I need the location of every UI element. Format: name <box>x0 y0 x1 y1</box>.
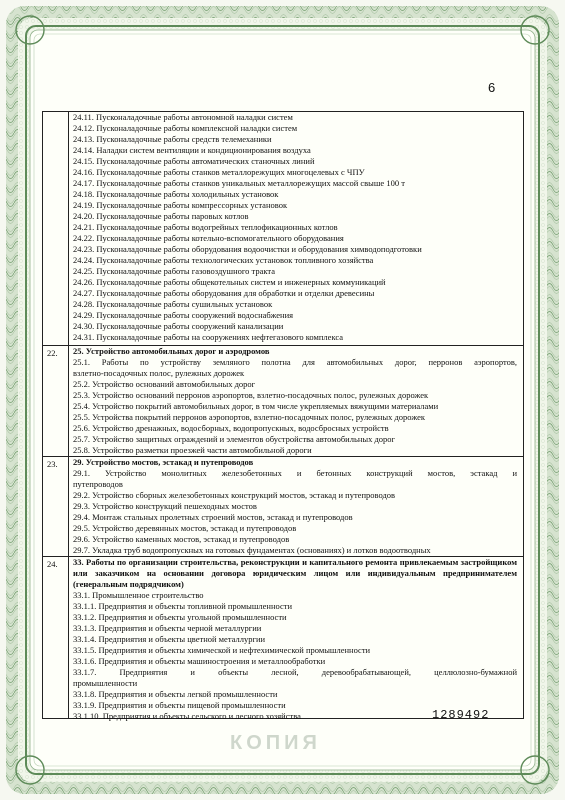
list-item: 24.12. Пусконаладочные работы комплексной наладки систем <box>73 123 298 133</box>
list-item: 29.5. Устройство деревянных мостов, эстакад и путепроводов <box>73 523 297 533</box>
column-divider <box>68 557 69 719</box>
page-number: 6 <box>488 80 496 95</box>
list-item: 24.31. Пусконаладочные работы на сооружениях нефтегазового комплекса <box>73 332 344 342</box>
list-item: 33.1.8. Предприятия и объекты легкой промышленности <box>73 689 278 699</box>
table-row <box>43 556 523 719</box>
list-item: 24.14. Наладки систем вентиляции и кондиционирования воздуха <box>73 145 311 155</box>
list-item: 33.1.10. Предприятия и объекты сельского и лесного хозяйства <box>73 711 301 721</box>
list-item: 24.15. Пусконаладочные работы автоматических станочных линий <box>73 156 315 166</box>
row-number: 22. <box>47 348 58 358</box>
list-item: 29.7. Укладка труб водопропускных на готовых фундаментах (основаниях) и лотков водоотводных <box>73 545 431 555</box>
row-number: 23. <box>47 459 58 469</box>
section-heading: 29. Устройство мостов, эстакад и путепроводов <box>73 457 254 467</box>
section-heading: 33. Работы по организации строительства, реконструкции и капитального ремонта привлекаемым застройщиком или заказчиком на основании договора юридическим лицом или индивидуальным предпринимателем (генеральным подрядчиком) <box>73 557 517 589</box>
list-item: 29.4. Монтаж стальных пролетных строений мостов, эстакад и путепроводов <box>73 512 353 522</box>
column-divider <box>68 346 69 457</box>
list-item: 24.17. Пусконаладочные работы станков уникальных металлорежущих массой свыше 100 т <box>73 178 405 188</box>
list-item: 24.24. Пусконаладочные работы технологических установок топливного хозяйства <box>73 255 374 265</box>
list-item: 24.25. Пусконаладочные работы газовоздушного тракта <box>73 266 275 276</box>
list-item: 25.5. Устройства покрытий перронов аэропортов, взлетно-посадочных полос, рулежных дорожек <box>73 412 425 422</box>
list-item: 24.11. Пусконаладочные работы автономной наладки систем <box>73 112 293 122</box>
list-item: 29.2. Устройство сборных железобетонных конструкций мостов, эстакад и путепроводов <box>73 490 396 500</box>
list-item: 24.26. Пусконаладочные работы общекотельных систем и инженерных коммуникаций <box>73 277 386 287</box>
list-item: 33.1.2. Предприятия и объекты угольной промышленности <box>73 612 287 622</box>
list-item: 33.1.6. Предприятия и объекты машиностроения и металлообработки <box>73 656 326 666</box>
list-item: 33.1.9. Предприятия и объекты пищевой промышленности <box>73 700 286 710</box>
works-table <box>42 111 524 719</box>
list-item: 24.28. Пусконаладочные работы сушильных установок <box>73 299 273 309</box>
list-item: 33.1. Промышленное строительство <box>73 590 204 600</box>
list-item: 25.3. Устройство оснований перронов аэропортов, взлетно-посадочных полос, рулежных дорожек <box>73 390 429 400</box>
list-item: 29.1. Устройство монолитных железобетонных и бетонных конструкций мостов, эстакад и <box>73 468 517 478</box>
row-number: 24. <box>47 559 58 569</box>
list-item: 25.8. Устройство разметки проезжей части автомобильной дороги <box>73 445 312 455</box>
list-item: 24.23. Пусконаладочные работы оборудования водоочистки и оборудования химводоподготовки <box>73 244 422 254</box>
list-item: 29.3. Устройство конструкций пешеходных мостов <box>73 501 257 511</box>
list-item: 24.27. Пусконаладочные работы оборудования для обработки и отделки древесины <box>73 288 375 298</box>
list-item: 24.30. Пусконаладочные работы сооружений канализации <box>73 321 284 331</box>
list-item: 24.18. Пусконаладочные работы холодильных установок <box>73 189 279 199</box>
list-item: 24.16. Пусконаладочные работы станков металлорежущих многоцелевых с ЧПУ <box>73 167 365 177</box>
column-divider <box>68 112 69 345</box>
row-content <box>73 346 517 456</box>
list-item: 33.1.1. Предприятия и объекты топливной промышленности <box>73 601 293 611</box>
list-item: 25.6. Устройство дренажных, водосборных, водопропускных, водосбросных устройств <box>73 423 389 433</box>
list-item: 33.1.4. Предприятия и объекты цветной металлургии <box>73 634 266 644</box>
list-item: промышленности <box>73 678 138 688</box>
row-content <box>73 112 517 343</box>
list-item: 24.20. Пусконаладочные работы паровых котлов <box>73 211 249 221</box>
list-item: 24.19. Пусконаладочные работы компрессорных установок <box>73 200 288 210</box>
list-item: 24.29. Пусконаладочные работы сооружений водоснабжения <box>73 310 294 320</box>
list-item: 33.1.3. Предприятия и объекты черной металлургии <box>73 623 262 633</box>
list-item: взлетно-посадочных полос, рулежных дорожек <box>73 368 245 378</box>
list-item: 25.4. Устройство покрытий автомобильных дорог, в том числе укрепляемых вяжущими материалами <box>73 401 439 411</box>
list-item: путепроводов <box>73 479 123 489</box>
copy-watermark: КОПИЯ <box>230 732 321 754</box>
list-item: 25.2. Устройство оснований автомобильных дорог <box>73 379 256 389</box>
serial-number: 1289492 <box>432 708 490 722</box>
row-content <box>73 557 517 722</box>
row-content <box>73 457 517 556</box>
list-item: 24.21. Пусконаладочные работы водогрейных теплофикационных котлов <box>73 222 338 232</box>
column-divider <box>68 457 69 557</box>
list-item: 33.1.5. Предприятия и объекты химической и нефтехимической промышленности <box>73 645 371 655</box>
list-item: 29.6. Устройство каменных мостов, эстакад и путепроводов <box>73 534 290 544</box>
table-row <box>43 112 523 345</box>
list-item: 25.7. Устройство защитных ограждений и элементов обустройства автомобильных дорог <box>73 434 396 444</box>
table-row <box>43 345 523 457</box>
list-item: 33.1.7. Предприятия и объекты лесной, деревообрабатывающей, целлюлозно-бумажной <box>73 667 517 677</box>
list-item: 24.13. Пусконаладочные работы средств телемеханики <box>73 134 272 144</box>
list-item: 24.22. Пусконаладочные работы котельно-вспомогательного оборудования <box>73 233 344 243</box>
list-item: 25.1. Работы по устройству земляного полотна для автомобильных дорог, перронов аэропортов, <box>73 357 517 367</box>
section-heading: 25. Устройство автомобильных дорог и аэродромов <box>73 346 270 356</box>
table-row <box>43 456 523 557</box>
